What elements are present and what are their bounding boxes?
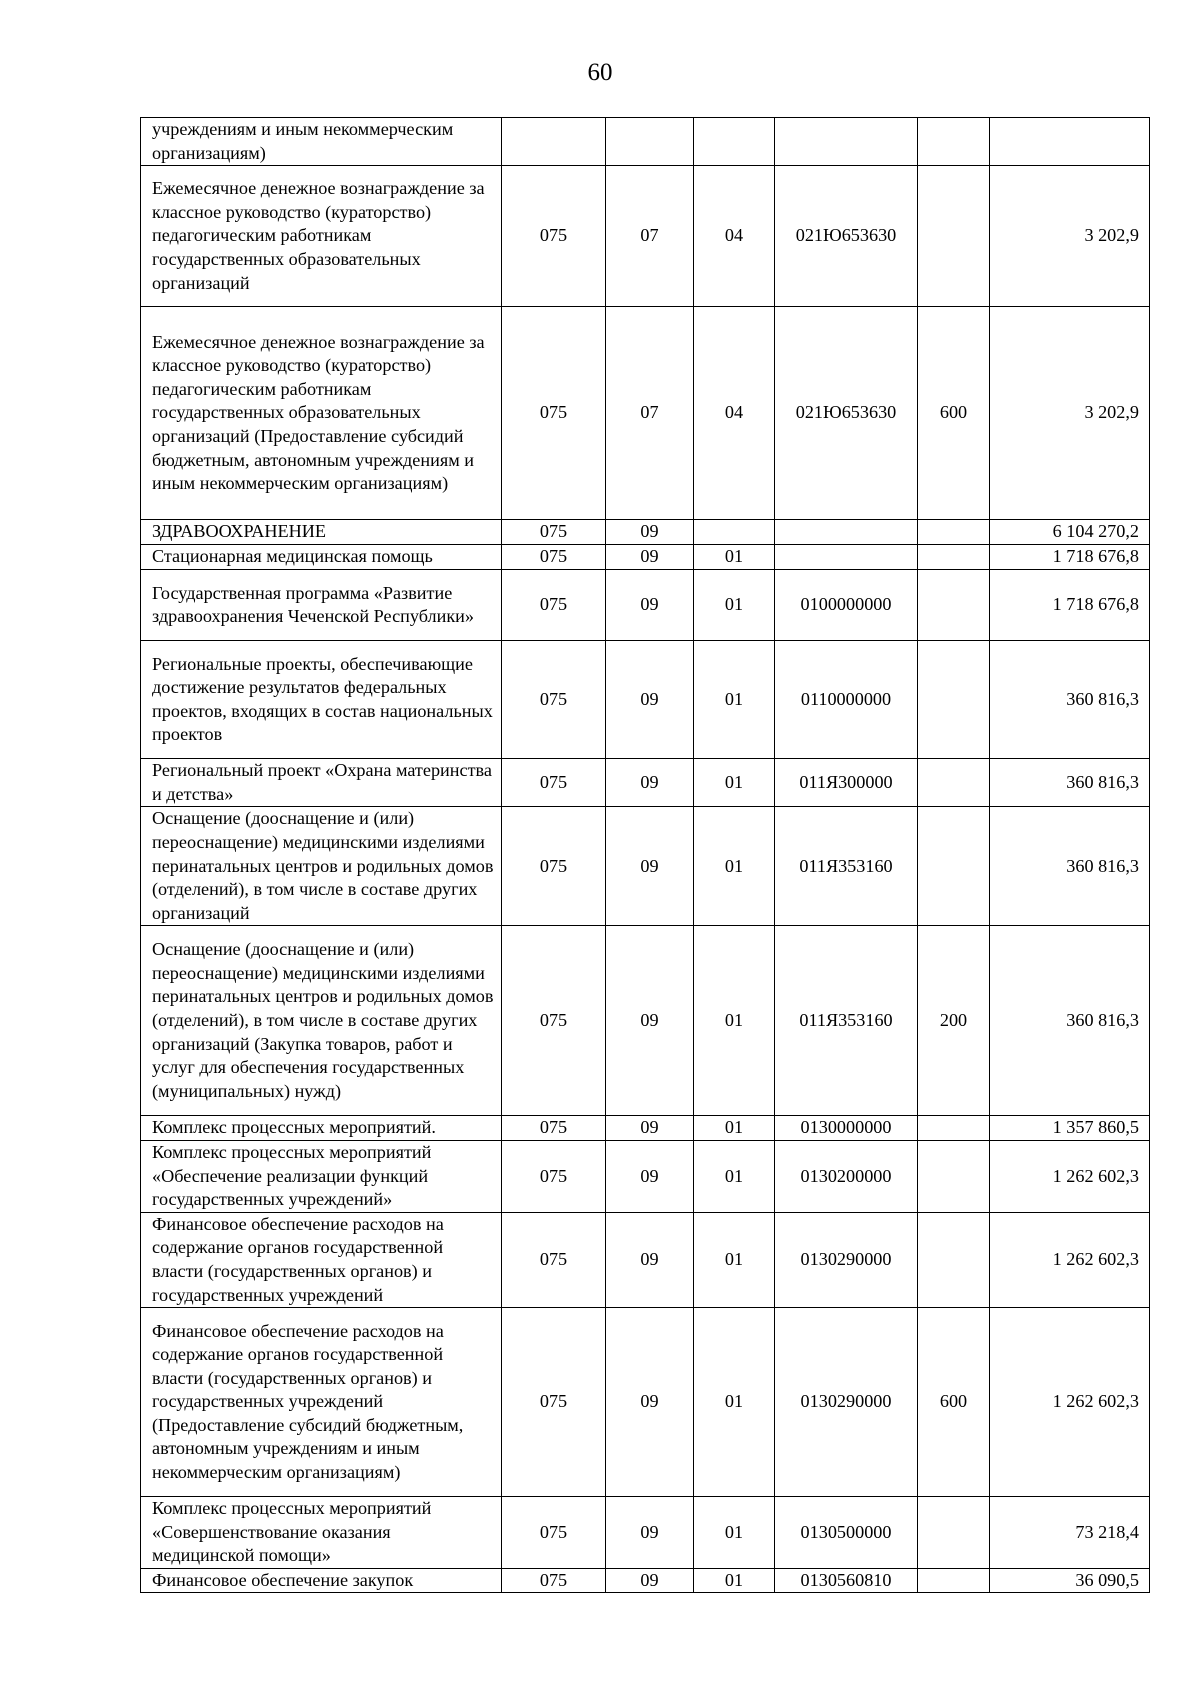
- csr-cell: 0130500000: [775, 1497, 918, 1569]
- ved-cell: 075: [502, 926, 606, 1116]
- vr-cell: [918, 520, 990, 545]
- csr-cell: 021Ю653630: [775, 166, 918, 307]
- table-row: [141, 570, 1150, 641]
- sum-cell: 3 202,9: [990, 307, 1150, 520]
- ved-cell: 075: [502, 1568, 606, 1593]
- vr-cell: [918, 1212, 990, 1307]
- pr-cell: 01: [694, 1308, 775, 1497]
- vr-cell: [918, 570, 990, 641]
- rz-cell: 09: [606, 545, 694, 570]
- vr-cell: 600: [918, 307, 990, 520]
- row-name-cell: Финансовое обеспечение расходов на содержание органов государственной власти (государственных органов) и государственных учреждений: [141, 1212, 502, 1307]
- sum-cell: 36 090,5: [990, 1568, 1150, 1593]
- pr-cell: 01: [694, 641, 775, 759]
- vr-cell: [918, 1116, 990, 1141]
- rz-cell: 09: [606, 570, 694, 641]
- csr-cell: 011Я353160: [775, 926, 918, 1116]
- ved-cell: 075: [502, 307, 606, 520]
- rz-cell: 09: [606, 1116, 694, 1141]
- csr-cell: 0100000000: [775, 570, 918, 641]
- sum-cell: 360 816,3: [990, 926, 1150, 1116]
- csr-cell: 0130560810: [775, 1568, 918, 1593]
- vr-cell: [918, 641, 990, 759]
- table-row: [141, 166, 1150, 307]
- ved-cell: 075: [502, 641, 606, 759]
- vr-cell: [918, 807, 990, 926]
- row-name-cell: Оснащение (дооснащение и (или) переоснащение) медицинскими изделиями перинатальных центров и родильных домов (отделений), в том числе в составе других организаций: [141, 807, 502, 926]
- row-name-cell: Государственная программа «Развитие здравоохранения Чеченской Республики»: [141, 570, 502, 641]
- pr-cell: 01: [694, 926, 775, 1116]
- table-row: [141, 926, 1150, 1116]
- pr-cell: 01: [694, 1497, 775, 1569]
- row-name-cell: Комплекс процессных мероприятий «Совершенствование оказания медицинской помощи»: [141, 1497, 502, 1569]
- row-name-cell: Ежемесячное денежное вознаграждение за классное руководство (кураторство) педагогическим работникам государственных образовательных организаций: [141, 166, 502, 307]
- csr-cell: 021Ю653630: [775, 307, 918, 520]
- rz-cell: 07: [606, 307, 694, 520]
- row-name-cell: учреждениям и иным некоммерческим организациям): [141, 118, 502, 166]
- sum-cell: 1 357 860,5: [990, 1116, 1150, 1141]
- table-row: [141, 307, 1150, 520]
- pr-cell: 01: [694, 759, 775, 807]
- sum-cell: 360 816,3: [990, 759, 1150, 807]
- csr-cell: 0130200000: [775, 1140, 918, 1212]
- sum-cell: 73 218,4: [990, 1497, 1150, 1569]
- csr-cell: [775, 520, 918, 545]
- rz-cell: 07: [606, 166, 694, 307]
- ved-cell: 075: [502, 520, 606, 545]
- budget-table: [140, 117, 1150, 1593]
- pr-cell: [694, 118, 775, 166]
- sum-cell: 1 718 676,8: [990, 570, 1150, 641]
- vr-cell: [918, 545, 990, 570]
- sum-cell: 1 262 602,3: [990, 1212, 1150, 1307]
- rz-cell: 09: [606, 807, 694, 926]
- rz-cell: 09: [606, 1308, 694, 1497]
- ved-cell: 075: [502, 759, 606, 807]
- pr-cell: 01: [694, 545, 775, 570]
- vr-cell: 200: [918, 926, 990, 1116]
- pr-cell: 04: [694, 166, 775, 307]
- vr-cell: [918, 166, 990, 307]
- table-row: [141, 1308, 1150, 1497]
- vr-cell: [918, 1140, 990, 1212]
- ved-cell: 075: [502, 1497, 606, 1569]
- table-row: [141, 807, 1150, 926]
- ved-cell: 075: [502, 545, 606, 570]
- ved-cell: 075: [502, 166, 606, 307]
- rz-cell: 09: [606, 1140, 694, 1212]
- rz-cell: [606, 118, 694, 166]
- row-name-cell: Ежемесячное денежное вознаграждение за классное руководство (кураторство) педагогическим работникам государственных образовательных организаций (Предоставление субсидий бюджетным, автономным учреждениям и иным некоммерческим организациям): [141, 307, 502, 520]
- sum-cell: 1 718 676,8: [990, 545, 1150, 570]
- pr-cell: 01: [694, 1116, 775, 1141]
- vr-cell: [918, 118, 990, 166]
- ved-cell: 075: [502, 1212, 606, 1307]
- table-body: [141, 118, 1150, 1593]
- rz-cell: 09: [606, 1497, 694, 1569]
- pr-cell: 01: [694, 570, 775, 641]
- table-row: [141, 545, 1150, 570]
- row-name-cell: Комплекс процессных мероприятий.: [141, 1116, 502, 1141]
- vr-cell: [918, 1568, 990, 1593]
- csr-cell: 011Я353160: [775, 807, 918, 926]
- rz-cell: 09: [606, 759, 694, 807]
- pr-cell: 01: [694, 1140, 775, 1212]
- rz-cell: 09: [606, 641, 694, 759]
- sum-cell: 360 816,3: [990, 641, 1150, 759]
- table-row: [141, 1140, 1150, 1212]
- ved-cell: 075: [502, 570, 606, 641]
- table-row: [141, 1212, 1150, 1307]
- table-row: [141, 1116, 1150, 1141]
- csr-cell: [775, 118, 918, 166]
- ved-cell: [502, 118, 606, 166]
- csr-cell: 0130290000: [775, 1212, 918, 1307]
- table-row: [141, 1497, 1150, 1569]
- sum-cell: 360 816,3: [990, 807, 1150, 926]
- table-row: [141, 1568, 1150, 1593]
- pr-cell: 01: [694, 1212, 775, 1307]
- csr-cell: 0110000000: [775, 641, 918, 759]
- sum-cell: 1 262 602,3: [990, 1140, 1150, 1212]
- csr-cell: 0130000000: [775, 1116, 918, 1141]
- pr-cell: 04: [694, 307, 775, 520]
- sum-cell: [990, 118, 1150, 166]
- pr-cell: [694, 520, 775, 545]
- table-row: [141, 118, 1150, 166]
- row-name-cell: Комплекс процессных мероприятий «Обеспечение реализации функций государственных учреждений»: [141, 1140, 502, 1212]
- row-name-cell: Региональные проекты, обеспечивающие достижение результатов федеральных проектов, входящих в состав национальных проектов: [141, 641, 502, 759]
- rz-cell: 09: [606, 1568, 694, 1593]
- pr-cell: 01: [694, 807, 775, 926]
- sum-cell: 6 104 270,2: [990, 520, 1150, 545]
- rz-cell: 09: [606, 926, 694, 1116]
- row-name-cell: Оснащение (дооснащение и (или) переоснащение) медицинскими изделиями перинатальных центров и родильных домов (отделений), в том числе в составе других организаций (Закупка товаров, работ и услуг для обеспечения государственных (муниципальных) нужд): [141, 926, 502, 1116]
- ved-cell: 075: [502, 1308, 606, 1497]
- sum-cell: 1 262 602,3: [990, 1308, 1150, 1497]
- table-row: [141, 759, 1150, 807]
- ved-cell: 075: [502, 807, 606, 926]
- pr-cell: 01: [694, 1568, 775, 1593]
- csr-cell: 0130290000: [775, 1308, 918, 1497]
- row-name-cell: ЗДРАВООХРАНЕНИЕ: [141, 520, 502, 545]
- row-name-cell: Финансовое обеспечение закупок: [141, 1568, 502, 1593]
- csr-cell: [775, 545, 918, 570]
- vr-cell: [918, 1497, 990, 1569]
- vr-cell: 600: [918, 1308, 990, 1497]
- csr-cell: 011Я300000: [775, 759, 918, 807]
- rz-cell: 09: [606, 520, 694, 545]
- sum-cell: 3 202,9: [990, 166, 1150, 307]
- row-name-cell: Финансовое обеспечение расходов на содержание органов государственной власти (государственных органов) и государственных учреждений (Предоставление субсидий бюджетным, автономным учреждениям и иным некоммерческим организациям): [141, 1308, 502, 1497]
- row-name-cell: Стационарная медицинская помощь: [141, 545, 502, 570]
- row-name-cell: Региональный проект «Охрана материнства и детства»: [141, 759, 502, 807]
- page-number: 60: [587, 59, 613, 86]
- rz-cell: 09: [606, 1212, 694, 1307]
- vr-cell: [918, 759, 990, 807]
- table-row: [141, 520, 1150, 545]
- table-row: [141, 641, 1150, 759]
- ved-cell: 075: [502, 1140, 606, 1212]
- ved-cell: 075: [502, 1116, 606, 1141]
